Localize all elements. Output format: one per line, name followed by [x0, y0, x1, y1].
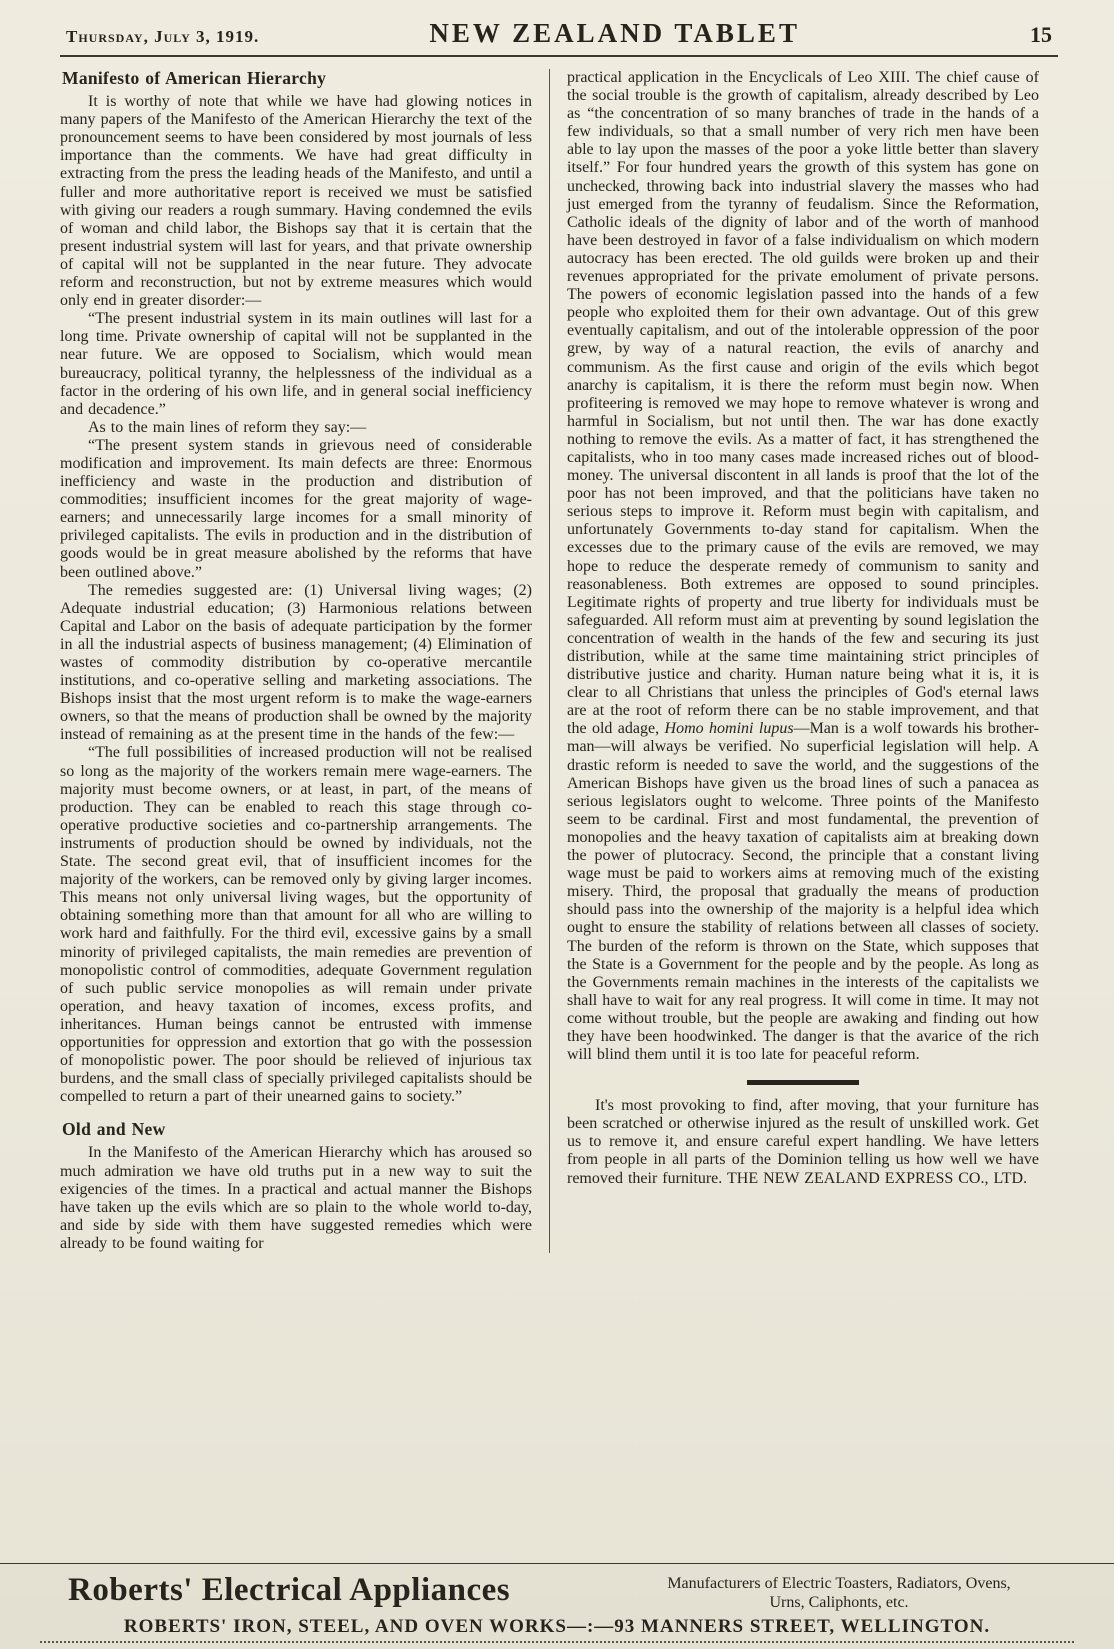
footer-advert-title: Roberts' Electrical Appliances — [68, 1572, 511, 1608]
article-title-manifesto: Manifesto of American Hierarchy — [62, 68, 327, 88]
article-title-old-and-new: Old and New — [62, 1119, 166, 1140]
footer-advert-address: ROBERTS' IRON, STEEL, AND OVEN WORKS—:—93 MANNERS STREET, WELLINGTON. — [40, 1616, 1074, 1643]
express-ad-text: It's most provoking to find, after moving, that your furniture has been scratched or otherwise injured as the result of unskilled work. Get us to remove it, and ensure careful expert handling. We have letters from people in all parts of the Dominion telling us how well we have removed their furniture. — [567, 1097, 1039, 1187]
article-columns — [60, 69, 1058, 1253]
masthead: NEW ZEALAND TABLET — [429, 18, 800, 48]
article-continuation — [567, 69, 1039, 1064]
header-rule — [60, 55, 1058, 57]
paragraph: “The present industrial system in its main outlines will last for a long time. Private ownership of capital will not be supplanted in the near future. We are opposed to Socialism, which would mean bureaucracy, political tyranny, the helplessness of the individual as a factor in the ordering of his own life, and in general social inefficiency and decadence.” — [60, 310, 532, 418]
paragraph: In the Manifesto of the American Hierarchy which has aroused so much admiration we have old truths put in a new way to suit the exigencies of the times. In a practical and actual manner the Bishops have taken up the evils which are so plain to the whole world to-day, and side by side with them have suggested remedies which were already to be found waiting for — [60, 1144, 532, 1252]
page-header — [60, 14, 1058, 55]
footer-advert-description — [604, 1572, 1074, 1612]
continuation-text-2: —Man is a wolf towards his brother-man—will always be verified. No superficial legislation will help. A drastic reform is needed to save the world, and the suggestions of the American Bishops have given us the broad lines of such a panacea as serious legislators ought to welcome. Three points of the Manifesto seem to be cardinal. First and most fundamental, the prevention of monopolies and the heavy taxation of capitalists aim at breaking down the power of plutocracy. Second, the principle that a constant living wage must be paid to workers aims at removing much of the existing misery. Third, the proposal that gradually the means of production should pass into the ownership of the majority is a helpful idea which ought to ensure the stability of relations between all classes of society. The burden of the reform is thrown on the State, which supposes that the State is a Government for the people and by the people. As long as the Governments remain machines in the interests of the capitalists we shall have to wait for any real progress. It will come in time. It may not come without trouble, but the people are awaking and finding out how they have been hoodwinked. The danger is that the avarice of the rich will blind them until it is too late for peaceful reform. — [567, 720, 1040, 1064]
footer-advert — [0, 1563, 1114, 1649]
issue-date: Thursday, July 3, 1919. — [66, 27, 260, 46]
footer-advert-top — [40, 1572, 1074, 1612]
paragraph: “The full possibilities of increased production will not be realised so long as the majority of the workers remain mere wage-earners. The majority must become owners, or at least, in part, of the means of production. They can be enabled to reach this stage through co-operative productive societies and co-partnership arrangements. The instruments of production should be owned by individuals, not the State. The second great evil, that of insufficient incomes for the majority of the workers, can be removed only by giving larger incomes. This means not only universal living wages, but the opportunity of obtaining something more than that amount for all who are willing to work hard and faithfully. For the third evil, excessive gains by a small minority of privileged capitalists, the main remedies are prevention of monopolistic control of commodities, adequate Government regulation of such public service monopolies as will remain under private operation, and heavy taxation of incomes, excess profits, and inheritances. Human beings cannot be entrusted with immense opportunities for oppression and extortion that go with the possession of monopolistic power. The poor should be relieved of injurious tax burdens, and the small class of specially privileged capitalists should be compelled to return a part of their unearned gains to society.” — [60, 744, 532, 1106]
latin-phrase: Homo homini lupus — [664, 720, 794, 738]
continuation-text-1: practical application in the Encyclicals of Leo XIII. The chief cause of the social trouble is the growth of capitalism, already described by Leo as “the concentration of so many branches of trade in the hands of a few individuals, so that a small number of very rich men have been able to lay upon the masses of the poor a yoke little better than slavery itself.” For four hundred years the growth of this system has gone on unchecked, throwing back into industrial slavery the masses who had just emerged from the tyranny of feudalism. Since the Reformation, Catholic ideals of the dignity of labor and of the worth of manhood have been destroyed in favor of a false individualism on which modern autocracy has been erected. The old guilds were broken up and their revenues appropriated for the private emolument of private persons. The powers of economic legislation passed into the hands of a few people who exploited them for their own advantage. Out of this grew eventually capitalism, and out of the intolerable oppression of the poor grew, by way of a natural reaction, the evils of anarchy and communism. As the first cause and origin of the evils which begot anarchy is capitalism, it is there the reform must begin now. When profiteering is removed we may hope to remove whatever is wrong and harmful in Socialism, but not until then. The war has done exactly nothing to remove the evils. As a matter of fact, it has strengthened the capitalists, who in too many cases made increased riches out of blood-money. The universal discontent in all lands is proof that the lot of the poor has not been improved, and that the politicians have taken no serious steps to improve it. Reform must begin with capitalism, and unfortunately Governments to-day stand for capitalism. When the excesses due to the primary cause of the evils are removed, we may hope to reduce the desperate remedy of communism to sanity and reasonableness. Both extremes are opposed to sound principles. Legitimate rights of property and true liberty for individuals must be safeguarded. All reform must aim at preventing by sound legislation the concentration of wealth in the hands of the few and securing its just distribution, while at the same time maintaining strict principles of distributive justice and charity. Human nature being what it is, it is clear to all Christians that unless the principles of God's eternal laws are at the root of reform there can be no stable improvement, and that the old adage, — [567, 69, 1039, 738]
footer-advert-description-line1: Manufacturers of Electric Toasters, Radiators, Ovens, — [667, 1575, 1011, 1592]
paragraph: “The present system stands in grievous need of considerable modification and improvement. Its main defects are three: Enormous inefficiency and waste in the production and distribution of commodities; insufficient incomes for the great majority of wage-earners; and unnecessarily large incomes for a small minority of privileged capitalists. The evils in production and in the distribution of goods would be in great measure abolished by the reforms that have been outlined above.” — [60, 436, 532, 581]
footer-advert-description-line2: Urns, Caliphonts, etc. — [769, 1594, 909, 1611]
express-ad-company: THE NEW ZEALAND EXPRESS CO., LTD. — [726, 1169, 1028, 1187]
page-number: 15 — [1030, 22, 1052, 47]
paragraph: The remedies suggested are: (1) Universal living wages; (2) Adequate industrial education; (3) Harmonious relations between Capital and Labor on the basis of adequate participation by the former in all the industrial aspects of business management; (4) Elimination of wastes of commodity distribution by co-operative mercantile institutions, and co-operative selling and marketing associations. The Bishops insist that the most urgent reform is to make the wage-earners owners, so that the means of production shall be owned by the majority instead of remaining as at the present time in the hands of the few:— — [60, 581, 532, 744]
paragraph: As to the main lines of reform they say:— — [88, 418, 367, 436]
article-end-rule — [747, 1080, 859, 1085]
left-column — [60, 69, 532, 1253]
right-column — [567, 69, 1039, 1253]
paragraph: It is worthy of note that while we have had glowing notices in many papers of the Manifesto of the American Hierarchy the text of the pronouncement seems to have been considered by most journals of less importance than the comments. We have had great difficulty in extracting from the press the leading heads of the Manifesto, and until a fuller and more authoritative report is received we must be satisfied with giving our readers a rough summary. Having condemned the evils of woman and child labor, the Bishops say that it is certain that the present industrial system will last for years, and that private ownership of capital will not be supplanted in the near future. They advocate reform and reconstruction, but not by extreme measures which would only end in greater disorder:— — [60, 93, 532, 310]
express-ad — [567, 1097, 1039, 1187]
column-divider — [549, 69, 550, 1253]
